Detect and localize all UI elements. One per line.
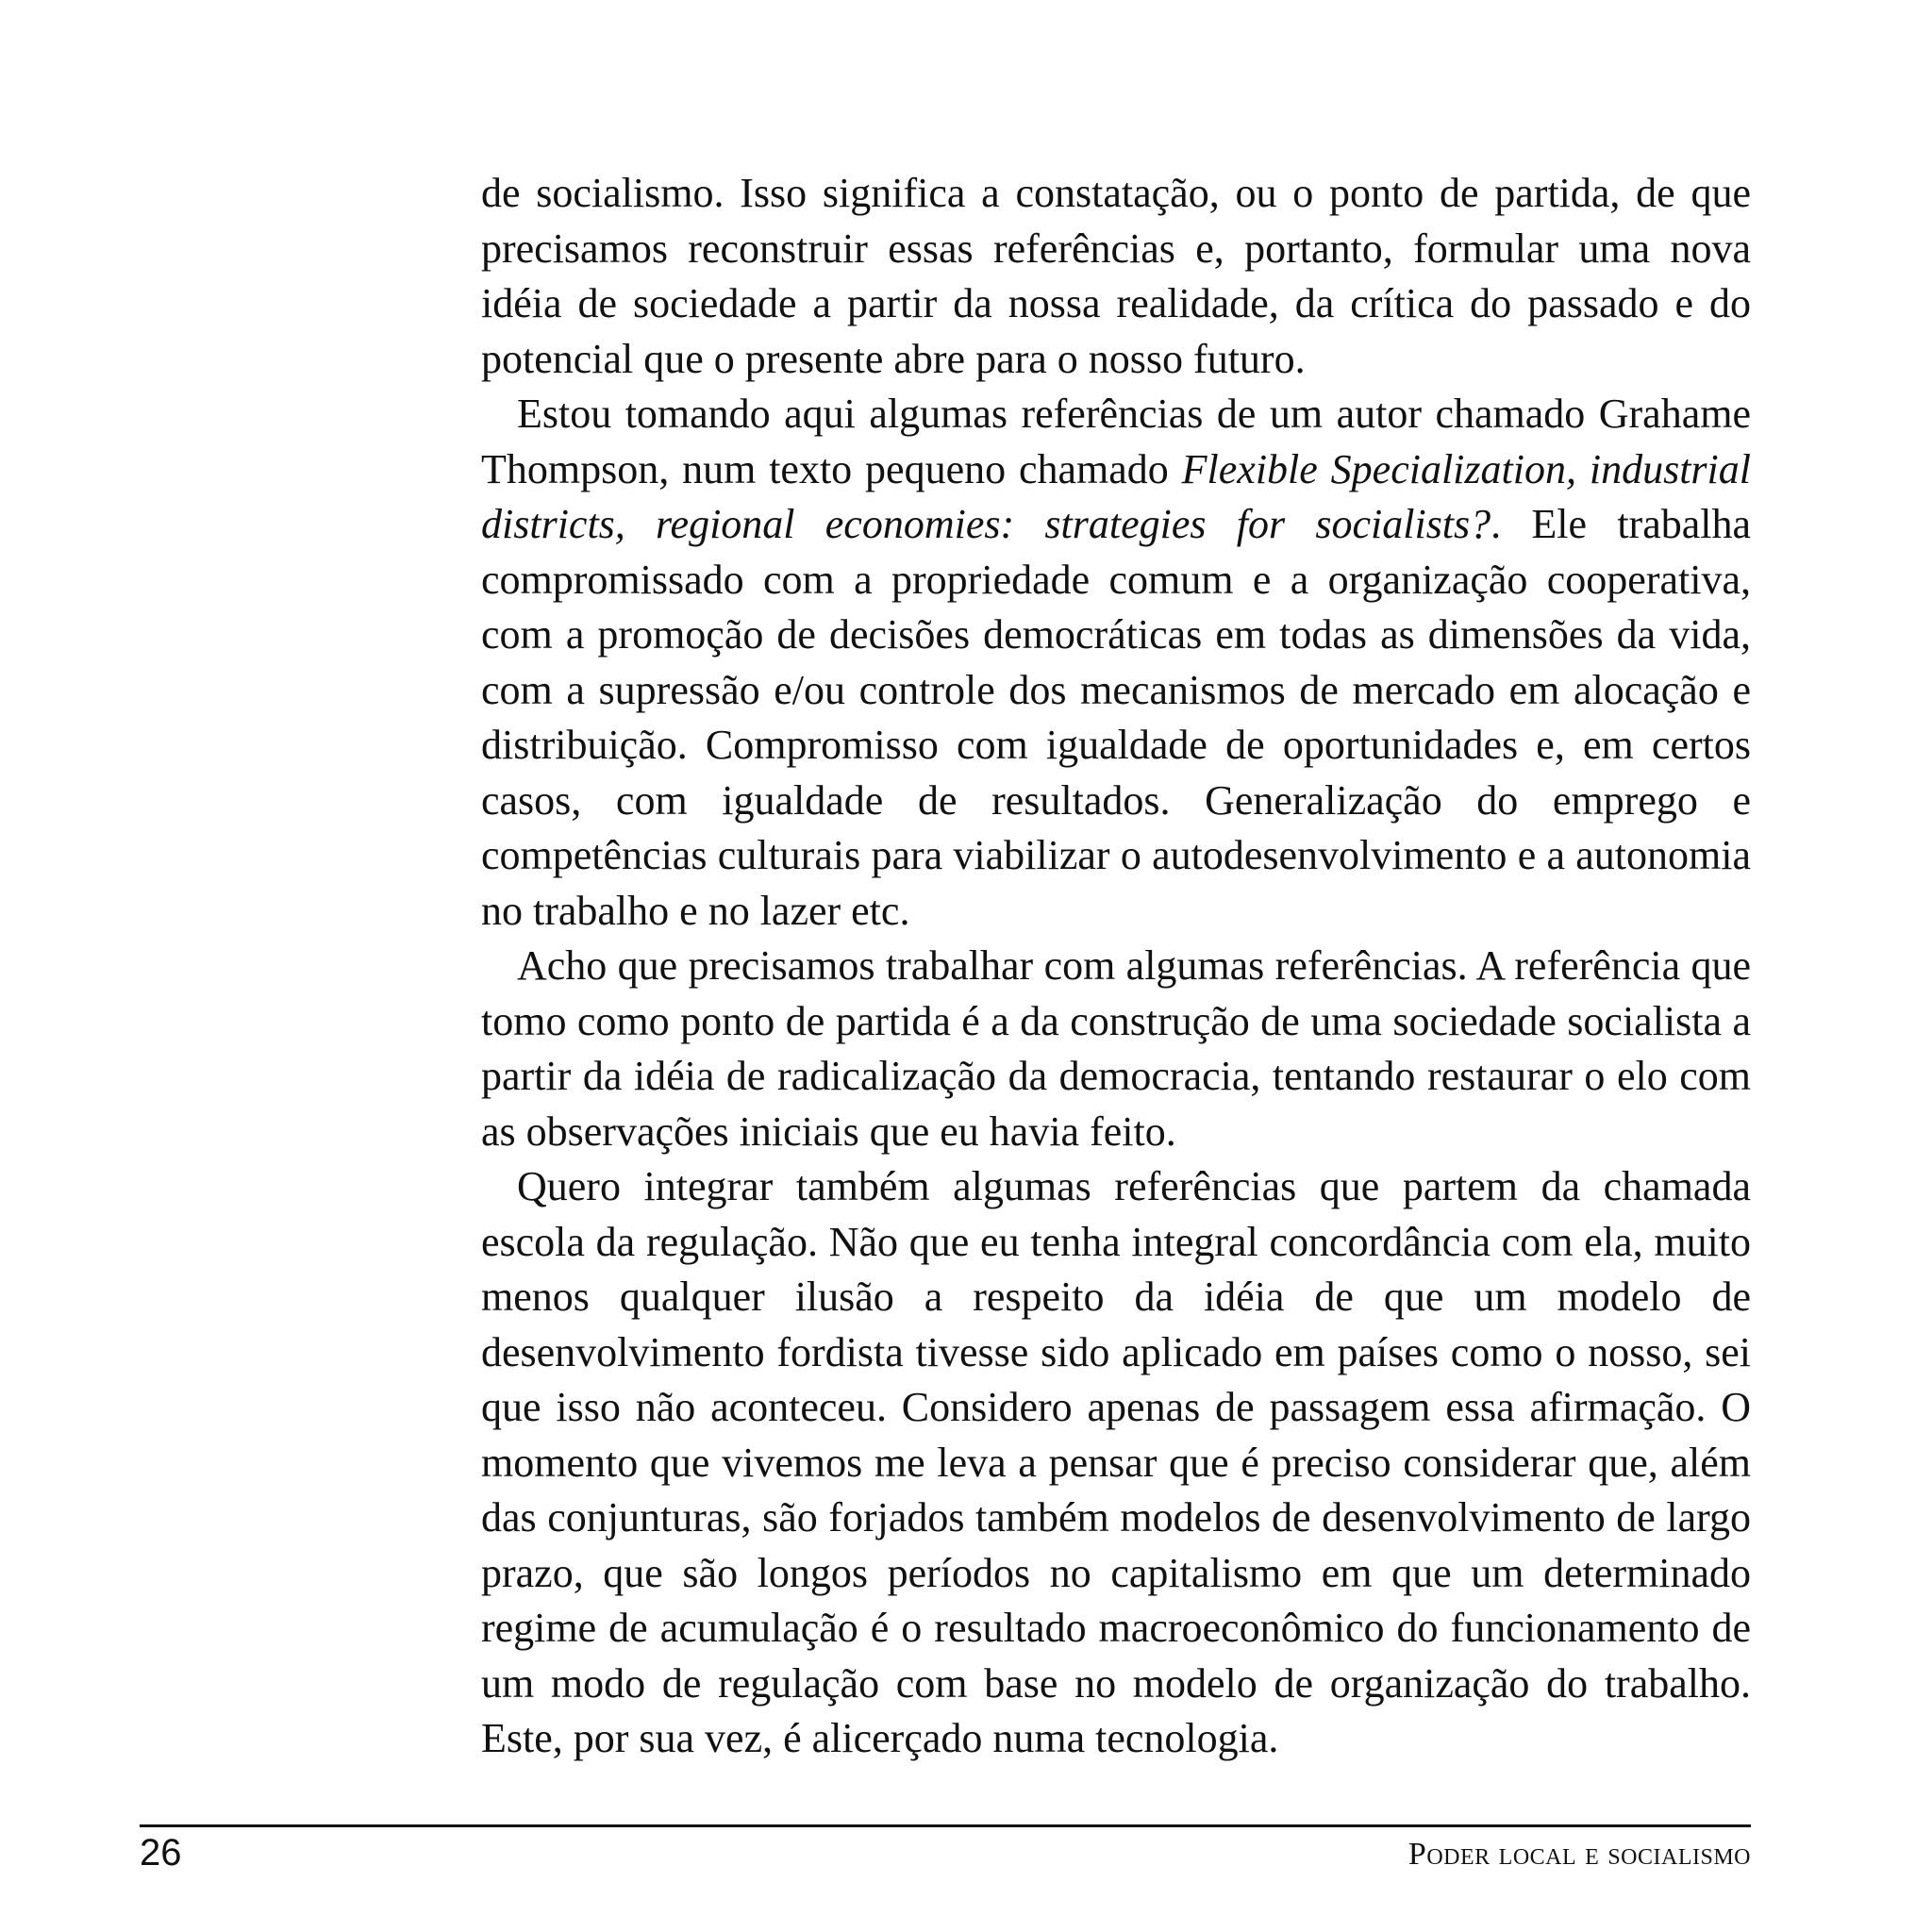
paragraph-3: Acho que precisamos trabalhar com algumas referências. A referência que tomo como ponto de partida é a da construção de uma sociedade socialista a partir da idéia de radicalização da democracia, tentando restaurar o elo com as observações iniciais que eu havia feito.	[481, 942, 1751, 1155]
paragraph-2-start: Estou tomando aqui algumas referências de um autor chamado Grahame Thompson, num texto pequeno chamado	[481, 391, 1751, 492]
running-title: Poder local e socialismo	[1407, 1837, 1751, 1872]
cited-work-title: Flexible Specialization, industrial districts, regional economies: strategies for socialists?	[481, 445, 1751, 547]
body-text	[481, 166, 1751, 1767]
paragraph-2	[481, 387, 1751, 939]
paragraph-2-end: . Ele trabalha compromissado com a propriedade comum e a organização cooperativa, com a promoção de decisões democráticas em todas as dimensões da vida, com a supressão e/ou controle dos mecanismos de mercado em alocação e distribuição. Compromisso com igualdade de oportunidades e, em certos casos, com igualdade de resultados. Generalização do emprego e competências culturais para viabilizar o autodesenvolvimento e a autonomia no trabalho e no lazer etc.	[481, 501, 1752, 934]
footer-rule	[140, 1824, 1751, 1827]
page-number: 26	[140, 1832, 182, 1874]
paragraph-1: de socialismo. Isso significa a constatação, ou o ponto de partida, de que precisamos reconstruir essas referências e, portanto, formular uma nova idéia de sociedade a partir da nossa realidade, da crítica do passado e do potencial que o presente abre para o nosso futuro.	[481, 170, 1751, 382]
paragraph-4: Quero integrar também algumas referências que partem da chamada escola da regulação. Não que eu tenha integral concordância com ela, muito menos qualquer ilusão a respeito da idéia de que um modelo de desenvolvimento fordista tivesse sido aplicado em países como o nosso, sei que isso não aconteceu. Considero apenas de passagem essa afirmação. O momento que vivemos me leva a pensar que é preciso considerar que, além das conjunturas, são forjados também modelos de desenvolvimento de largo prazo, que são longos períodos no capitalismo em que um determinado regime de acumulação é o resultado macroeconômico do funcionamento de um modo de regulação com base no modelo de organização do trabalho. Este, por sua vez, é alicerçado numa tecnologia.	[481, 1163, 1751, 1761]
